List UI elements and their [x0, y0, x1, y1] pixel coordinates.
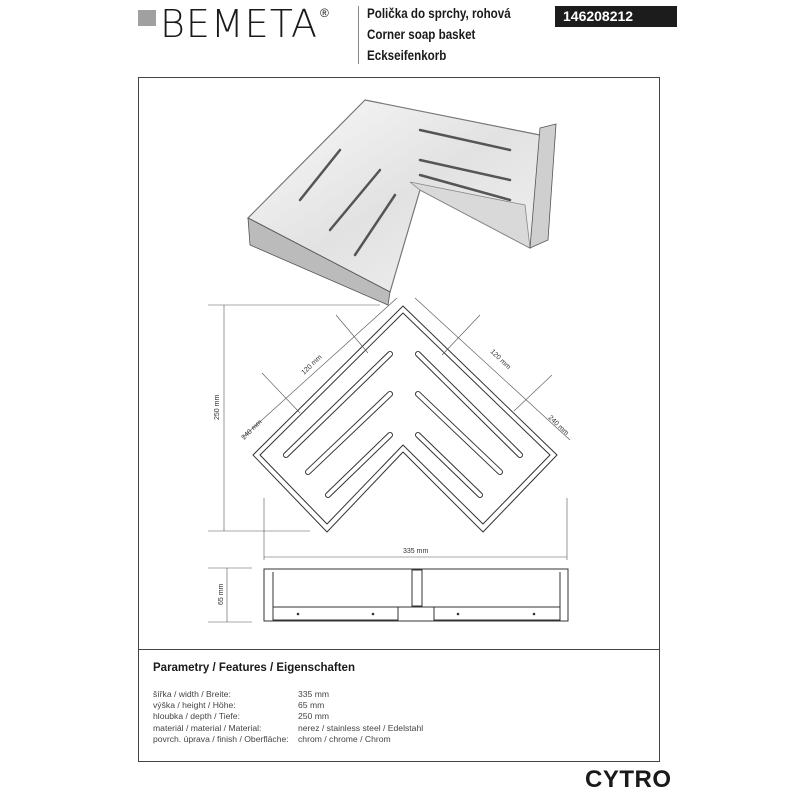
product-photo: [248, 100, 556, 305]
params-table: [153, 689, 423, 745]
dim-right-120: 120 mm: [488, 348, 512, 372]
param-row: [153, 723, 423, 734]
param-value: 65 mm: [298, 700, 325, 711]
dim-depth: 250 mm: [214, 394, 221, 420]
param-row: [153, 711, 423, 722]
param-label: šířka / width / Breite:: [153, 689, 231, 699]
title-cz: Polička do sprchy, rohová: [367, 6, 511, 21]
param-value: 250 mm: [298, 711, 330, 722]
dim-right-240: 240 mm: [546, 414, 570, 438]
param-label: výška / height / Höhe:: [153, 700, 236, 711]
title-en: Corner soap basket: [367, 27, 476, 42]
param-row: [153, 689, 423, 700]
top-view: [208, 298, 570, 622]
param-row: [153, 700, 423, 711]
dim-height: 65 mm: [218, 583, 225, 605]
dim-left-120: 120 mm: [300, 353, 324, 377]
param-label: povrch. úprava / finish / Oberfläche:: [153, 733, 289, 744]
series-name: CYTRO: [585, 766, 672, 793]
param-value: nerez / stainless steel / Edelstahl: [298, 722, 424, 733]
param-value: 335 mm: [298, 689, 330, 699]
brand-name: BEMETA: [160, 2, 318, 46]
dim-left-240: 240 mm: [240, 418, 264, 442]
side-view: [264, 569, 568, 621]
registered-mark: ®: [319, 6, 329, 20]
product-code: 146208212: [555, 6, 677, 27]
param-value: chrom / chrome / Chrom: [298, 733, 391, 744]
title-de: Eckseifenkorb: [367, 48, 447, 63]
param-row: [153, 734, 423, 745]
param-label: hloubka / depth / Tiefe:: [153, 711, 240, 722]
params-title: Parametry / Features / Eigenschaften: [153, 662, 355, 674]
param-label: materiál / material / Material:: [153, 722, 262, 733]
dim-width: 335 mm: [403, 548, 429, 555]
